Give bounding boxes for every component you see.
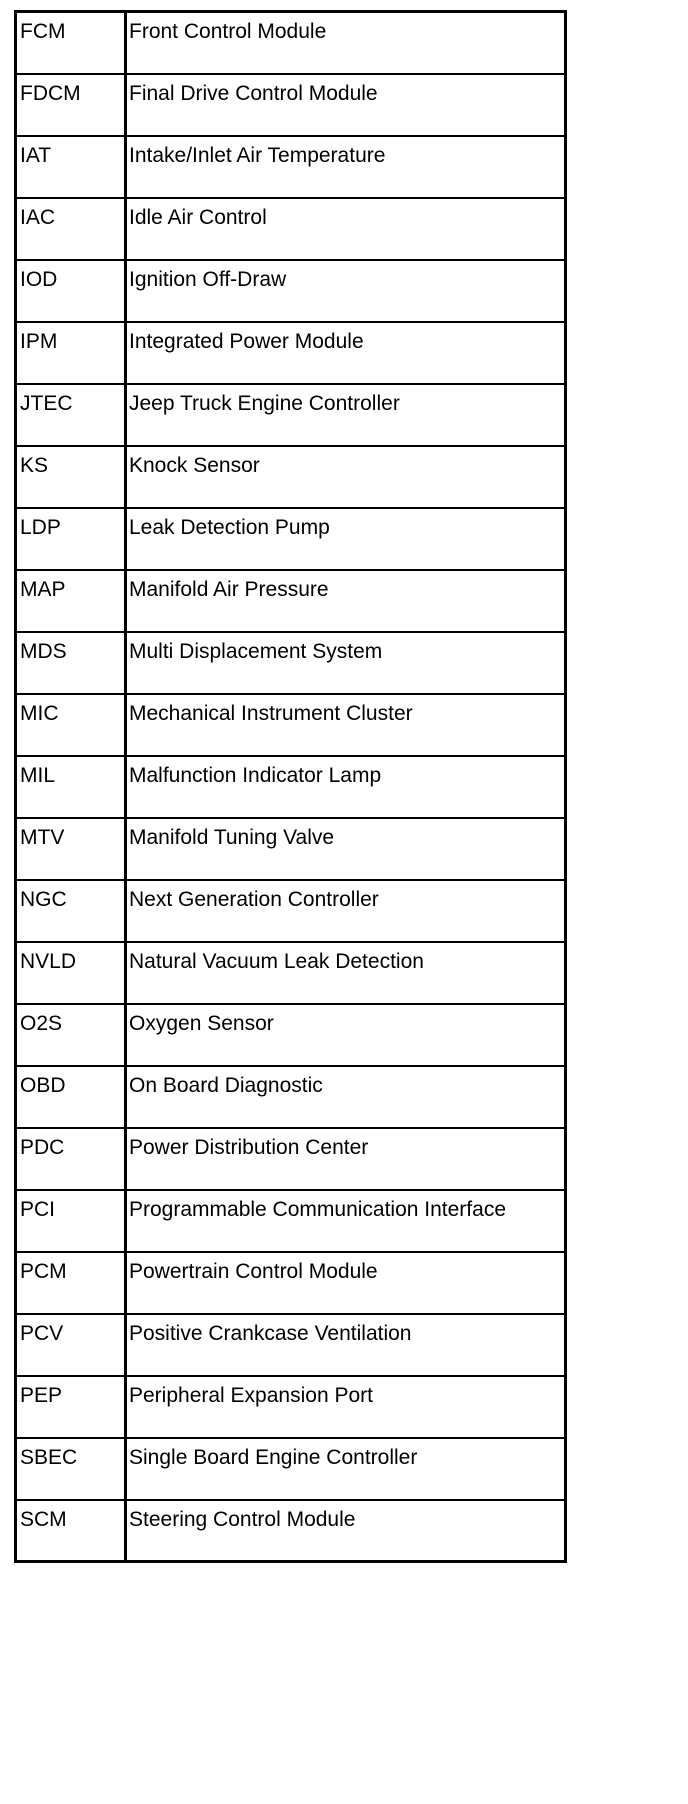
table-row <box>16 756 566 818</box>
abbreviation-table <box>14 10 567 1563</box>
table-row <box>16 1376 566 1438</box>
abbreviation-cell: PEP <box>16 1376 126 1438</box>
description-cell: Idle Air Control <box>126 198 566 260</box>
abbreviation-cell: MIL <box>16 756 126 818</box>
description-cell: Peripheral Expansion Port <box>126 1376 566 1438</box>
description-cell: Integrated Power Module <box>126 322 566 384</box>
abbreviation-cell: O2S <box>16 1004 126 1066</box>
table-row <box>16 1314 566 1376</box>
description-cell: Oxygen Sensor <box>126 1004 566 1066</box>
description-cell: Manifold Tuning Valve <box>126 818 566 880</box>
description-cell: Front Control Module <box>129 20 327 43</box>
description-cell: Powertrain Control Module <box>126 1252 566 1314</box>
description-cell: Knock Sensor <box>126 446 566 508</box>
table-row <box>16 508 566 570</box>
description-cell: Final Drive Control Module <box>126 74 566 136</box>
abbreviation-cell: MAP <box>16 570 126 632</box>
table-row <box>16 1066 566 1128</box>
table-row <box>16 74 566 136</box>
abbreviation-cell: SCM <box>16 1500 126 1562</box>
description-cell: Intake/Inlet Air Temperature <box>126 136 566 198</box>
abbreviation-cell: IPM <box>16 322 126 384</box>
abbreviation-cell: PCM <box>16 1252 126 1314</box>
table-row <box>16 198 566 260</box>
description-cell: Single Board Engine Controller <box>126 1438 566 1500</box>
abbreviation-cell: PDC <box>16 1128 126 1190</box>
table-row <box>16 632 566 694</box>
table-row <box>16 1252 566 1314</box>
abbreviation-cell: IAC <box>16 198 126 260</box>
description-cell: Steering Control Module <box>126 1500 566 1562</box>
abbreviation-cell: PCV <box>16 1314 126 1376</box>
abbreviation-cell: FDCM <box>16 74 126 136</box>
abbreviation-cell: JTEC <box>16 384 126 446</box>
description-cell: Natural Vacuum Leak Detection <box>126 942 566 1004</box>
table-row <box>16 136 566 198</box>
abbreviation-table-body <box>16 12 566 1562</box>
abbreviation-cell: MTV <box>16 818 126 880</box>
description-cell: Power Distribution Center <box>126 1128 566 1190</box>
abbreviation-cell: NVLD <box>16 942 126 1004</box>
table-row <box>16 384 566 446</box>
abbreviation-cell: MIC <box>16 694 126 756</box>
description-cell: Multi Displacement System <box>126 632 566 694</box>
description-cell: Next Generation Controller <box>126 880 566 942</box>
table-row <box>16 1438 566 1500</box>
table-row <box>16 570 566 632</box>
description-cell: Positive Crankcase Ventilation <box>126 1314 566 1376</box>
table-row <box>16 446 566 508</box>
abbreviation-cell: IOD <box>16 260 126 322</box>
table-row <box>16 1004 566 1066</box>
description-cell: Leak Detection Pump <box>126 508 566 570</box>
abbreviation-cell: KS <box>16 446 126 508</box>
description-cell: Programmable Communication Interface <box>126 1190 566 1252</box>
description-cell: On Board Diagnostic <box>126 1066 566 1128</box>
table-row <box>16 12 566 74</box>
abbreviation-cell: MDS <box>16 632 126 694</box>
abbreviation-cell: OBD <box>16 1066 126 1128</box>
table-row <box>16 1500 566 1562</box>
abbreviation-cell: PCI <box>16 1190 126 1252</box>
description-cell: Ignition Off-Draw <box>126 260 566 322</box>
description-cell: Jeep Truck Engine Controller <box>126 384 566 446</box>
table-row <box>16 880 566 942</box>
description-cell: Manifold Air Pressure <box>126 570 566 632</box>
table-row <box>16 1190 566 1252</box>
table-row <box>16 1128 566 1190</box>
description-cell: Malfunction Indicator Lamp <box>126 756 566 818</box>
table-row <box>16 260 566 322</box>
abbreviation-cell: IAT <box>16 136 126 198</box>
abbreviation-cell: LDP <box>16 508 126 570</box>
table-row <box>16 694 566 756</box>
description-cell: Mechanical Instrument Cluster <box>126 694 566 756</box>
table-row <box>16 942 566 1004</box>
abbreviation-cell: FCM <box>16 12 126 74</box>
abbreviation-cell: SBEC <box>16 1438 126 1500</box>
abbreviation-cell: NGC <box>16 880 126 942</box>
table-row <box>16 818 566 880</box>
table-row <box>16 322 566 384</box>
